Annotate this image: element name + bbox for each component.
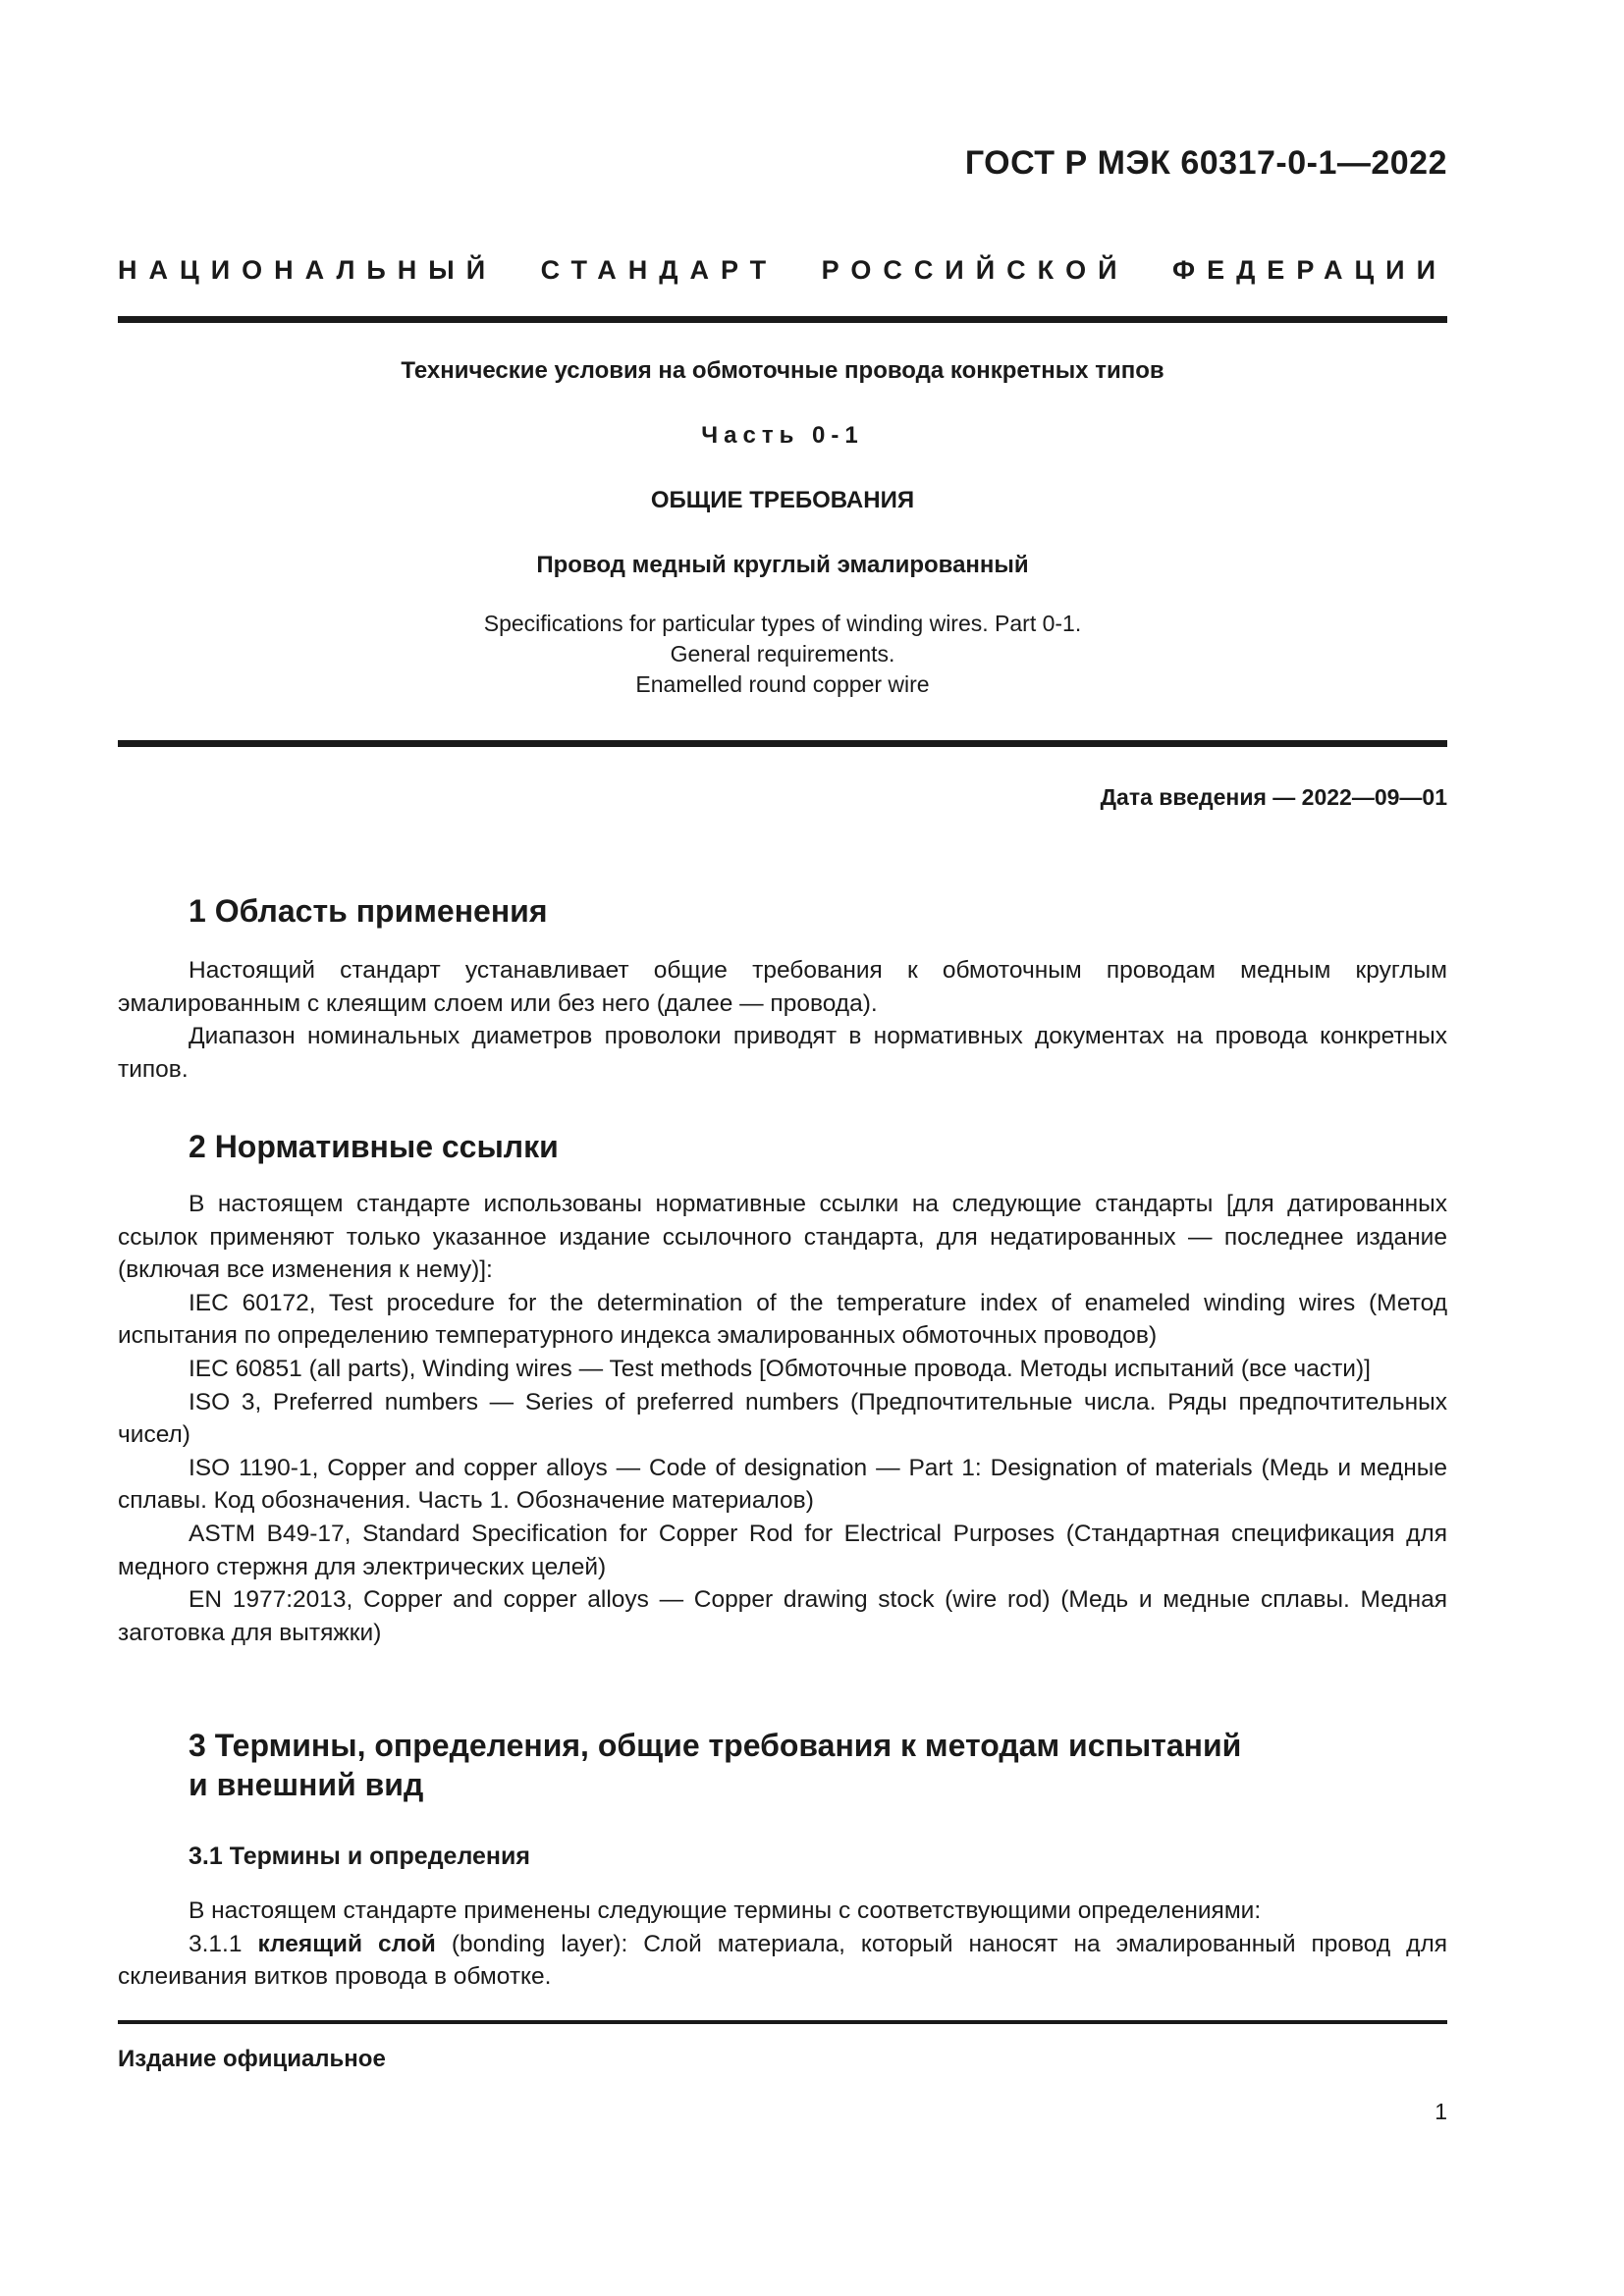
part-title: Часть 0-1 <box>701 422 864 449</box>
paragraph: Диапазон номинальных диаметров проволоки приводят в нормативных документах на провода конкретных типов. <box>118 1023 1447 1083</box>
section-3-heading-line: и внешний вид <box>189 1767 424 1802</box>
subsection-3-1-heading: 3.1 Термины и определения <box>189 1842 530 1870</box>
reference-item: IEC 60851 (all parts), Winding wires — Test methods [Обмоточные провода. Методы испытаний (все части)] <box>189 1355 1371 1382</box>
document-page <box>118 0 1447 2296</box>
reference-item: ASTM B49-17, Standard Specification for Copper Rod for Electrical Purposes (Стандартная спецификация для медного стержня для электрических целей) <box>118 1520 1447 1580</box>
section-3-body <box>118 1895 1447 1994</box>
english-title <box>118 609 1447 700</box>
reference-item: ISO 1190-1, Copper and copper alloys — Code of designation — Part 1: Designation of materials (Медь и медные сплавы. Код обозначения. Часть 1. Обозначение материалов) <box>118 1454 1447 1515</box>
series-title: Технические условия на обмоточные провода конкретных типов <box>401 357 1164 384</box>
section-3-heading <box>189 1726 1447 1804</box>
reference-item: ISO 3, Preferred numbers — Series of preferred numbers (Предпочтительные числа. Ряды предпочтительных чисел) <box>118 1388 1447 1449</box>
term-text: (bonding layer): Слой материала, который наносят на эмалированный провод для склеивания витков провода в обмотке. <box>118 1930 1448 1991</box>
paragraph: В настоящем стандарте использованы нормативные ссылки на следующие стандарты [для датированных ссылок применяют только указанное издание ссылочного стандарта, для недатированных — последнее издание (включая все изменения к нему)]: <box>118 1191 1447 1284</box>
national-standard-title: НАЦИОНАЛЬНЫЙ СТАНДАРТ РОССИЙСКОЙ ФЕДЕРАЦИИ <box>118 255 1447 285</box>
section-1-heading: 1 Область применения <box>189 893 548 929</box>
reference-item: EN 1977:2013, Copper and copper alloys — Copper drawing stock (wire rod) (Медь и медные сплавы. Медная заготовка для вытяжки) <box>118 1586 1447 1646</box>
term-name: клеящий слой <box>257 1930 436 1957</box>
footer-rule <box>118 2020 1447 2024</box>
english-title-line: Specifications for particular types of winding wires. Part 0-1. <box>483 611 1082 636</box>
english-title-line: Enamelled round copper wire <box>635 671 930 697</box>
page-number: 1 <box>1435 2099 1447 2124</box>
term-definition <box>118 1928 1447 1994</box>
introduction-date: Дата введения — 2022—09—01 <box>1100 784 1447 810</box>
paragraph: В настоящем стандарте применены следующие термины с соответствующими определениями: <box>189 1897 1262 1924</box>
section-2-heading: 2 Нормативные ссылки <box>189 1129 559 1164</box>
header-rule <box>118 316 1447 323</box>
section-3-heading-line: 3 Термины, определения, общие требования к методам испытаний <box>189 1728 1242 1763</box>
general-title: ОБЩИЕ ТРЕБОВАНИЯ <box>650 487 915 513</box>
standard-number: ГОСТ Р МЭК 60317-0-1—2022 <box>964 144 1447 182</box>
english-title-line: General requirements. <box>670 641 895 667</box>
subject-title: Провод медный круглый эмалированный <box>536 552 1029 578</box>
paragraph: Настоящий стандарт устанавливает общие требования к обмоточным проводам медным круглым эмалированным с клеящим слоем или без него (далее — провода). <box>118 957 1447 1017</box>
reference-item: IEC 60172, Test procedure for the determination of the temperature index of enameled winding wires (Метод испытания по определению температурного индекса эмалированных обмоточных проводов) <box>118 1289 1447 1350</box>
official-edition-label: Издание официальное <box>118 2046 386 2072</box>
section-2-body <box>118 1188 1447 1649</box>
term-number: 3.1.1 <box>189 1930 243 1957</box>
section-1-body <box>118 954 1447 1086</box>
title-rule <box>118 740 1447 747</box>
